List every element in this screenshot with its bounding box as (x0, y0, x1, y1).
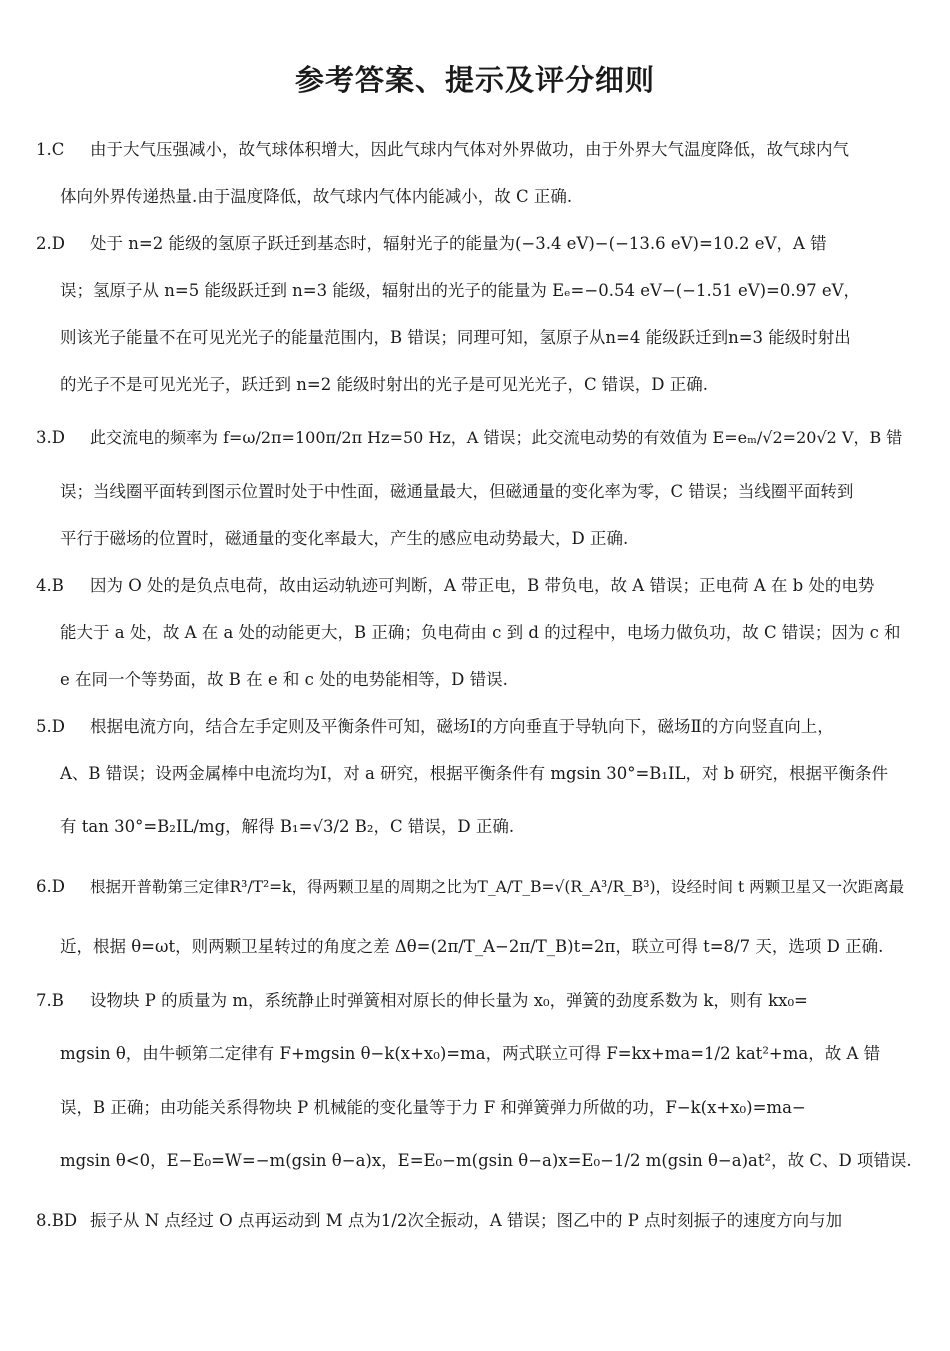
answer-item-6 (36, 857, 914, 977)
answer-line: 根据开普勒第三定律R³/T²=k，得两颗卫星的周期之比为T_A/T_B=√(R_A³/R_B³)，设经时间 t 两颗卫星又一次距离最 (90, 878, 905, 896)
answer-line: 体向外界传递热量.由于温度降低，故气球内气体内能减小，故 C 正确. (60, 187, 573, 206)
answer-label: 1.C (36, 140, 65, 159)
answer-item-5 (36, 703, 914, 857)
answer-line: 误；当线圈平面转到图示位置时处于中性面，磁通量最大，但磁通量的变化率为零，C 错误；当线圈平面转到 (60, 482, 854, 501)
page-title: 参考答案、提示及评分细则 (294, 63, 655, 97)
answer-line: 误；氢原子从 n=5 能级跃迁到 n=3 能级，辐射出的光子的能量为 Eₑ=−0.54 eV−(−1.51 eV)=0.97 eV， (60, 281, 861, 300)
answer-line: 则该光子能量不在可见光光子的能量范围内，B 错误；同理可知，氢原子从n=4 能级跃迁到n=3 能级时射出 (60, 328, 851, 347)
answer-item-3 (36, 408, 914, 562)
answer-line: e 在同一个等势面，故 B 在 e 和 c 处的电势能相等，D 错误. (60, 670, 508, 689)
answer-line: 由于大气压强减小，故气球体积增大，因此气球内气体对外界做功，由于外界大气温度降低，故气球内气 (90, 140, 849, 159)
answer-item-4 (36, 562, 914, 703)
answer-line: 处于 n=2 能级的氢原子跃迁到基态时，辐射光子的能量为(−3.4 eV)−(−13.6 eV)=10.2 eV，A 错 (90, 234, 827, 253)
answer-label: 4.B (36, 576, 64, 595)
answer-line: 振子从 N 点经过 O 点再运动到 M 点为1/2次全振动，A 错误；图乙中的 P 点时刻振子的速度方向与加 (90, 1211, 843, 1230)
answer-line: 根据电流方向，结合左手定则及平衡条件可知，磁场Ⅰ的方向垂直于导轨向下，磁场Ⅱ的方向竖直向上， (90, 717, 834, 736)
answer-label: 3.D (36, 428, 65, 447)
answer-item-2 (36, 220, 914, 408)
answer-line: 误，B 正确；由功能关系得物块 P 机械能的变化量等于力 F 和弹簧弹力所做的功，F−k(x+x₀)=ma− (60, 1098, 806, 1117)
answer-list (36, 126, 914, 1251)
answer-label: 6.D (36, 877, 65, 896)
answer-label: 5.D (36, 717, 65, 736)
answer-label: 7.B (36, 991, 64, 1010)
answer-line: 有 tan 30°=B₂IL/mg，解得 B₁=√3/2 B₂，C 错误，D 正确. (60, 817, 515, 836)
answer-line: 设物块 P 的质量为 m，系统静止时弹簧相对原长的伸长量为 x₀，弹簧的劲度系数为 k，则有 kx₀= (90, 991, 808, 1010)
answer-item-8 (36, 1191, 914, 1251)
answer-line: 平行于磁场的位置时，磁通量的变化率最大，产生的感应电动势最大，D 正确. (60, 529, 629, 548)
answer-label: 8.BD (36, 1211, 78, 1230)
answer-line: A、B 错误；设两金属棒中电流均为Ⅰ，对 a 研究，根据平衡条件有 mgsin 30°=B₁IL，对 b 研究，根据平衡条件 (60, 764, 889, 783)
answer-line: mgsin θ，由牛顿第二定律有 F+mgsin θ−k(x+x₀)=ma，两式联立可得 F=kx+ma=1/2 kat²+ma，故 A 错 (60, 1044, 881, 1063)
answer-line: 能大于 a 处，故 A 在 a 处的动能更大，B 正确；负电荷由 c 到 d 的过程中，电场力做负功，故 C 错误；因为 c 和 (60, 623, 901, 642)
answer-line: 因为 O 处的是负点电荷，故由运动轨迹可判断，A 带正电，B 带负电，故 A 错误；正电荷 A 在 b 处的电势 (90, 576, 875, 595)
answer-line: 的光子不是可见光光子，跃迁到 n=2 能级时射出的光子是可见光光子，C 错误，D 正确. (60, 375, 709, 394)
answer-line: 近，根据 θ=ωt，则两颗卫星转过的角度之差 Δθ=(2π/T_A−2π/T_B)t=2π，联立可得 t=8/7 天，选项 D 正确. (60, 937, 884, 956)
answer-item-1 (36, 126, 914, 220)
answer-line: mgsin θ<0，E−E₀=W=−m(gsin θ−a)x，E=E₀−m(gsin θ−a)x=E₀−1/2 m(gsin θ−a)at²，故 C、D 项错误. (60, 1151, 912, 1170)
answer-line: 此交流电的频率为 f=ω/2π=100π/2π Hz=50 Hz，A 错误；此交流电动势的有效值为 E=eₘ/√2=20√2 V，B 错 (90, 428, 903, 447)
answer-item-7 (36, 977, 914, 1191)
answer-label: 2.D (36, 234, 65, 253)
